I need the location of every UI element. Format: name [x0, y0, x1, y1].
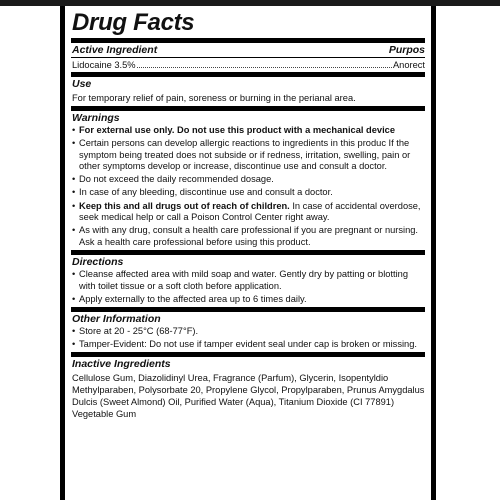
inactive-ingredients-heading: Inactive Ingredients: [72, 357, 171, 370]
purpose-heading: Purpos: [388, 44, 425, 56]
divider-thick: [71, 106, 425, 111]
list-item: • Tamper-Evident: Do not use if tamper evident seal under cap is broken or missing.: [71, 339, 425, 351]
divider-thick: [71, 72, 425, 77]
warning-text: As with any drug, consult a health care professional if you are pregnant or nursing. Ask a health care professional before using this product.: [79, 225, 419, 247]
panel-title: Drug Facts: [72, 9, 195, 36]
warning-text: Do not exceed the daily recommended dosage.: [79, 174, 274, 185]
use-heading: Use: [72, 78, 92, 90]
active-ingredient-name: Lidocaine 3.5%: [72, 60, 136, 70]
divider-thick: [71, 307, 425, 312]
directions-list: [71, 269, 425, 305]
active-ingredient-purpose: Anorect: [392, 60, 425, 70]
other-information-heading: Other Information: [72, 312, 161, 325]
other-information-list: [71, 326, 425, 351]
inactive-ingredients-text: Cellulose Gum, Diazolidinyl Urea, Fragrance (Parfum), Glycerin, Isopentyldio Methylparaben, Polysorbate 20, Propylene Glycol, Propylparaben, Prunus Amygdalus Dulcis (Sweet Almond) Oil, Purified Water (Aqua), Titanium Dioxide (CI 77891) Vegetable Gum: [72, 372, 425, 419]
list-item: [71, 187, 425, 199]
list-item: • Store at 20 - 25°C (68-77°F).: [71, 326, 425, 338]
list-item: • Apply externally to the affected area up to 6 times daily.: [71, 294, 425, 306]
warning-text: Certain persons can develop allergic reactions to ingredients in this produc If the symptom being treated does not subside or if redness, irritation, swelling, pain or other symptoms develop or increase, discontinue use and consult a doctor.: [79, 138, 411, 172]
divider-thick: [71, 38, 425, 43]
warning-bold-text: Keep this and all drugs out of reach of children.: [79, 200, 290, 211]
directions-heading: Directions: [72, 255, 124, 268]
list-item: [71, 201, 425, 224]
warnings-heading: Warnings: [72, 112, 120, 124]
active-ingredient-row: [72, 59, 425, 71]
active-ingredient-heading: Active Ingredient: [72, 44, 158, 56]
list-item: • Cleanse affected area with mild soap and water. Gently dry by patting or blotting with toilet tissue or a soft cloth before application.: [71, 269, 425, 292]
list-item: [71, 125, 425, 137]
active-ingredient-header: [72, 44, 425, 57]
warning-bold-text: For external use only. Do not use this product with a mechanical device: [79, 125, 395, 135]
warnings-list: [71, 125, 425, 248]
warning-text: In case of any bleeding, discontinue use and consult a doctor.: [79, 187, 333, 198]
list-item: [71, 174, 425, 186]
divider-thin: [71, 57, 425, 58]
divider-thick: [71, 250, 425, 255]
drug-facts-panel: [60, 6, 436, 500]
leader-dots: [137, 59, 392, 68]
use-text: For temporary relief of pain, soreness or burning in the perianal area.: [72, 93, 356, 103]
divider-thick: [71, 352, 425, 357]
warning-text: In case of accidental overdose, seek medical help or call a Poison Control Center right away.: [79, 200, 421, 223]
list-item: [71, 138, 425, 173]
list-item: [71, 225, 425, 248]
